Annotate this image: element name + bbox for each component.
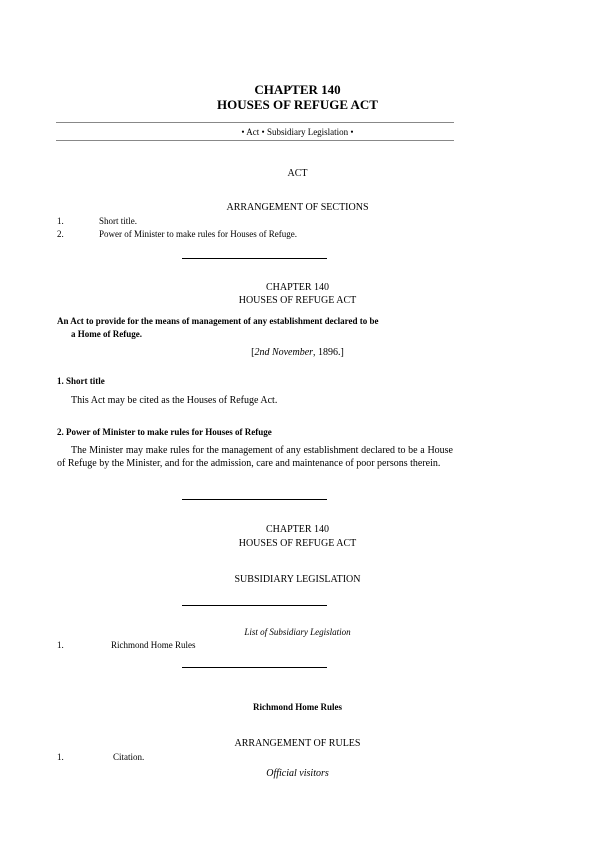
section-1-number: 1. [57, 216, 64, 226]
section-2-heading: 2. Power of Minister to make rules for Houses of Refuge [57, 427, 272, 437]
act-title-heading: HOUSES OF REFUGE ACT [217, 97, 378, 112]
divider-3 [182, 605, 327, 606]
arrangement-of-rules-heading: ARRANGEMENT OF RULES [234, 738, 361, 749]
rule-1-link[interactable]: Citation. [113, 752, 145, 762]
section-1-heading: 1. Short title [57, 376, 105, 386]
act-label: ACT [287, 168, 308, 179]
section-1-link[interactable]: Short title. [99, 216, 137, 226]
richmond-home-rules-title: Richmond Home Rules [252, 702, 342, 712]
commencement-date: [2nd November, 1896.] [251, 347, 344, 358]
navigation-links[interactable]: • Act • Subsidiary Legislation • [241, 127, 354, 137]
chapter-heading: CHAPTER 140 [254, 82, 341, 97]
divider-1 [182, 258, 327, 259]
section-2-link[interactable]: Power of Minister to make rules for Houses of Refuge. [99, 229, 297, 239]
subsidiary-chapter-heading: CHAPTER 140 [265, 524, 330, 535]
official-visitors-heading: Official visitors [266, 768, 329, 779]
act-chapter-heading: CHAPTER 140 [265, 282, 330, 293]
subsidiary-item-1-number: 1. [57, 640, 64, 650]
subsidiary-legislation-heading: SUBSIDIARY LEGISLATION [234, 574, 361, 585]
divider-nav-bottom [56, 140, 454, 141]
section-2-text: The Minister may make rules for the management of any establishment declared to be a House of Refuge by the Minister, and for the admission, care and maintenance of poor persons therein. [57, 445, 453, 469]
divider-2 [182, 499, 327, 500]
divider-top [56, 122, 454, 123]
rule-1-number: 1. [57, 752, 64, 762]
divider-4 [182, 667, 327, 668]
arrangement-of-sections-heading: ARRANGEMENT OF SECTIONS [226, 202, 369, 213]
subsidiary-item-1-link[interactable]: Richmond Home Rules [111, 640, 196, 650]
long-title-line-1: An Act to provide for the means of management of any establishment declared to be [57, 316, 379, 326]
act-title-subheading: HOUSES OF REFUGE ACT [238, 295, 357, 306]
subsidiary-act-title-heading: HOUSES OF REFUGE ACT [238, 538, 357, 549]
long-title-line-2: a Home of Refuge. [71, 329, 142, 339]
list-of-subsidiary-legislation-heading: List of Subsidiary Legislation [244, 627, 351, 637]
section-2-number: 2. [57, 229, 64, 239]
section-1-text: This Act may be cited as the Houses of Refuge Act. [71, 395, 278, 406]
